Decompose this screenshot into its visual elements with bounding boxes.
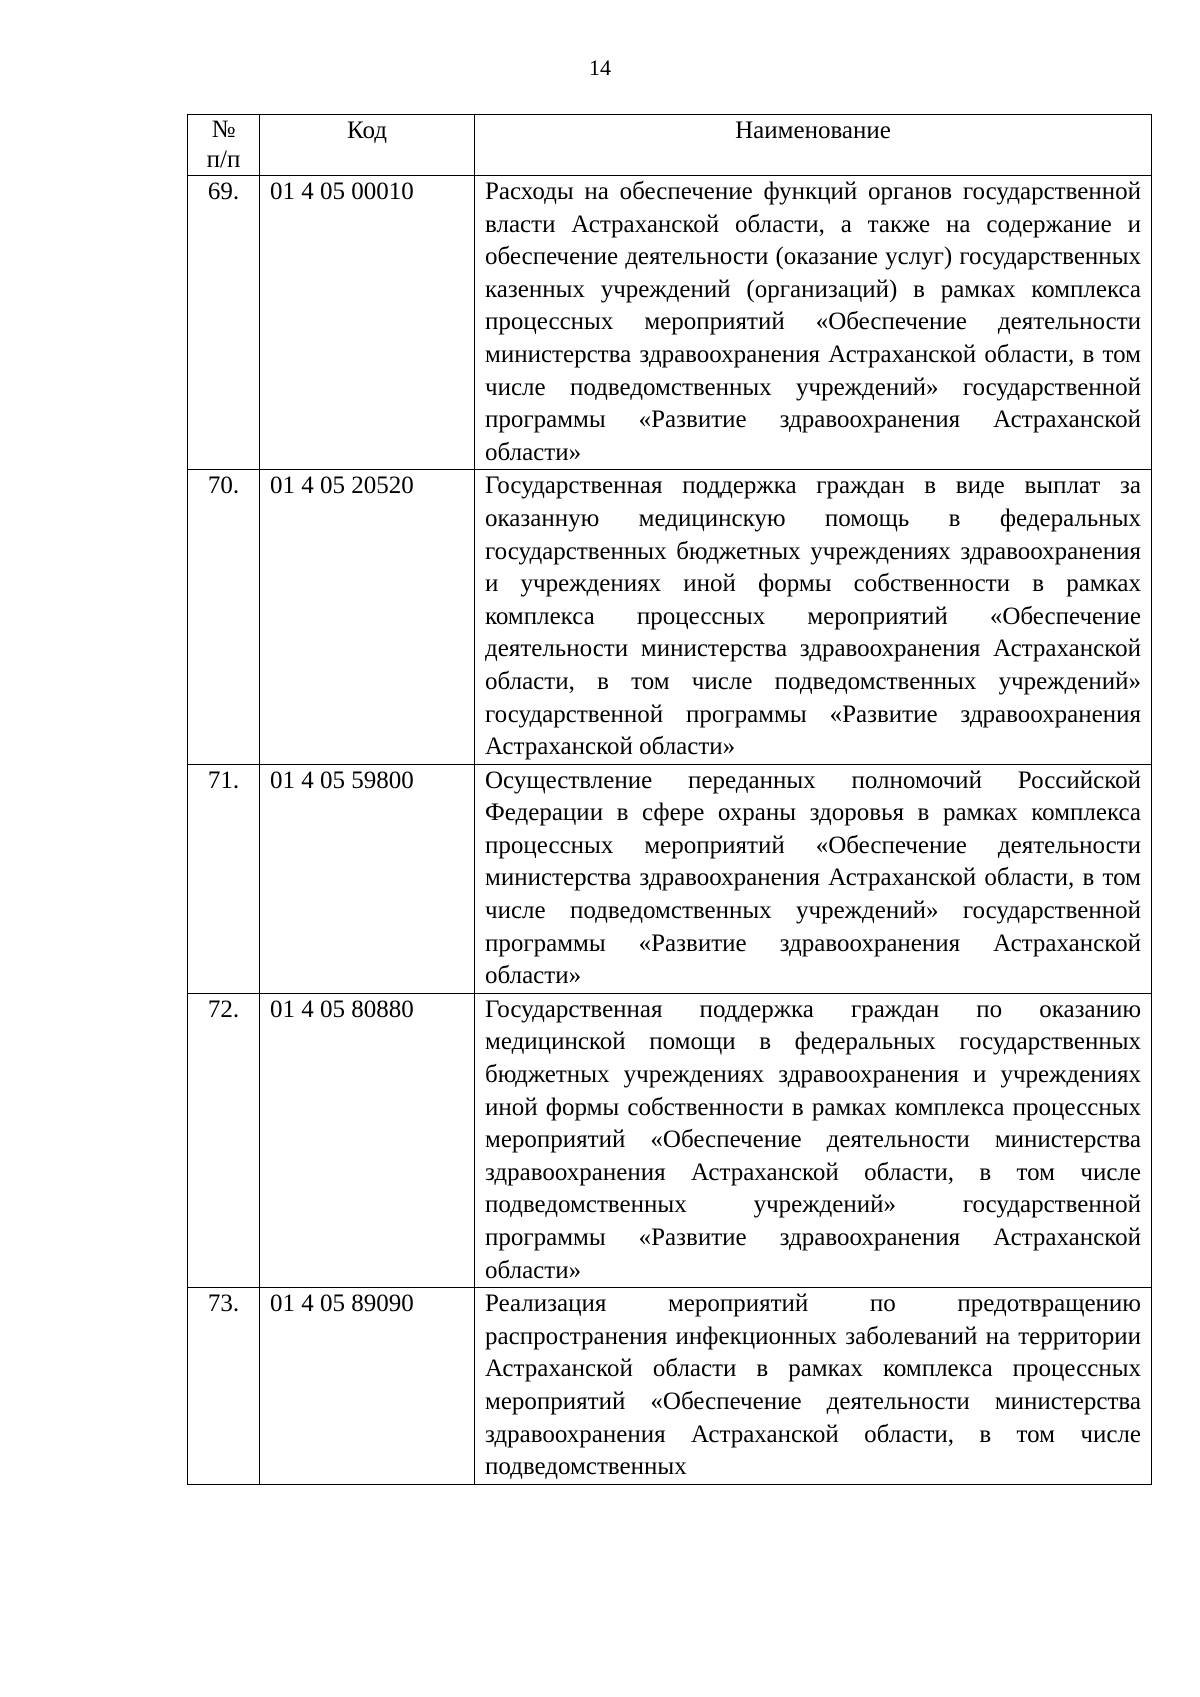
row-code: 01 4 05 59800 <box>260 764 475 993</box>
row-number: 73. <box>188 1288 260 1485</box>
row-name: Реализация мероприятий по предотвращению распространения инфекционных заболеваний на территории Астраханской области в рамках комплекса процессных мероприятий «Обеспечение деятельности министерства здравоохранения Астраханской области, в том числе подведомственных <box>475 1288 1152 1485</box>
page-number: 14 <box>589 55 611 80</box>
row-number: 70. <box>188 470 260 764</box>
row-name: Государственная поддержка граждан по оказанию медицинской помощи в федеральных государственных бюджетных учреждениях здравоохранения и учреждениях иной формы собственности в рамках комплекса процессных мероприятий «Обеспечение деятельности министерства здравоохранения Астраханской области, в том числе подведомственных учреждений» государственной программы «Развитие здравоохранения Астраханской области» <box>475 993 1152 1287</box>
row-name: Осуществление переданных полномочий Российской Федерации в сфере охраны здоровья в рамках комплекса процессных мероприятий «Обеспечение деятельности министерства здравоохранения Астраханской области, в том числе подведомственных учреждений» государственной программы «Развитие здравоохранения Астраханской области» <box>475 764 1152 993</box>
header-number-abbr: п/п <box>206 146 241 173</box>
table-row <box>188 993 1152 1287</box>
table-row <box>188 1288 1152 1485</box>
budget-code-table <box>187 114 1152 1485</box>
row-name: Расходы на обеспечение функций органов государственной власти Астраханской области, а также на содержание и обеспечение деятельности (оказание услуг) государственных казенных учреждений (организаций) в рамках комплекса процессных мероприятий «Обеспечение деятельности министерства здравоохранения Астраханской области, в том числе подведомственных учреждений» государственной программы «Развитие здравоохранения Астраханской области» <box>475 176 1152 470</box>
header-number <box>188 115 260 176</box>
header-number-sign: № <box>211 116 236 143</box>
header-code: Код <box>260 115 475 176</box>
row-code: 01 4 05 00010 <box>260 176 475 470</box>
row-name: Государственная поддержка граждан в виде выплат за оказанную медицинскую помощь в федеральных государственных бюджетных учреждениях здравоохранения и учреждениях иной формы собственности в рамках комплекса процессных мероприятий «Обеспечение деятельности министерства здравоохранения Астраханской области, в том числе подведомственных учреждений» государственной программы «Развитие здравоохранения Астраханской области» <box>475 470 1152 764</box>
table-row <box>188 176 1152 470</box>
row-number: 71. <box>188 764 260 993</box>
table-row <box>188 764 1152 993</box>
row-code: 01 4 05 89090 <box>260 1288 475 1485</box>
table-row <box>188 470 1152 764</box>
row-code: 01 4 05 20520 <box>260 470 475 764</box>
row-code: 01 4 05 80880 <box>260 993 475 1287</box>
table-header-row <box>188 115 1152 176</box>
header-name: Наименование <box>475 115 1152 176</box>
row-number: 69. <box>188 176 260 470</box>
row-number: 72. <box>188 993 260 1287</box>
